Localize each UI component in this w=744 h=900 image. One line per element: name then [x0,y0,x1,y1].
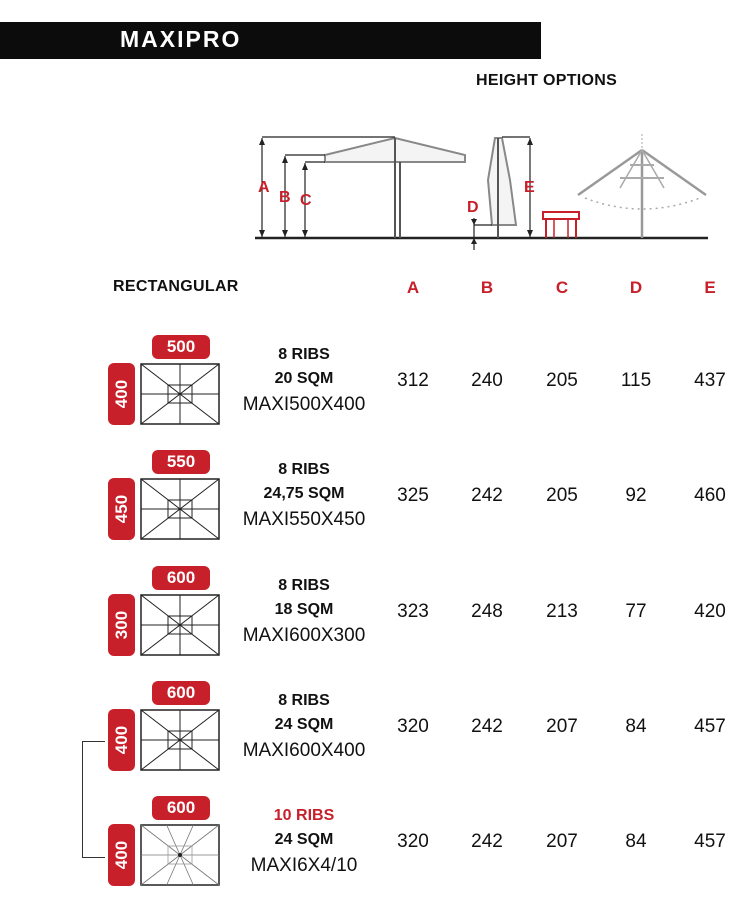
width-badge [152,566,210,590]
pair-bracket [82,741,105,858]
height-diagram [250,120,720,250]
cell-a: 320 [397,831,429,852]
table-row [0,796,744,896]
cell-b: 242 [471,485,503,506]
cell-b: 242 [471,716,503,737]
ribs-label: 8 RIBS [278,346,330,363]
cell-a: 325 [397,485,429,506]
cell-e: 420 [694,601,726,622]
model-code: MAXI600X400 [242,740,366,761]
cell-e: 460 [694,485,726,506]
ribs-label: 8 RIBS [278,692,330,709]
cell-a: 312 [397,370,429,391]
cell-b: 240 [471,370,503,391]
row-description [224,689,384,765]
diagram-label-a: A [258,179,270,196]
table-row [0,450,744,550]
width-value: 500 [166,337,196,356]
col-header-e: E [704,278,716,297]
row-description [224,343,384,419]
depth-badge [108,478,135,540]
depth-value: 400 [111,840,131,870]
width-badge [152,335,210,359]
ribs-label: 8 RIBS [278,577,330,594]
cell-e: 457 [694,716,726,737]
ribs-label: 10 RIBS [273,807,335,824]
row-description [224,458,384,534]
canopy-diagram [140,594,220,661]
cell-e: 437 [694,370,726,391]
cell-b: 248 [471,601,503,622]
diagram-label-e: E [524,179,535,196]
diagram-label-c: C [300,192,312,209]
table-row [0,681,744,781]
width-badge [152,450,210,474]
page-title: MAXIPRO [120,26,242,52]
col-header-b: B [480,278,494,297]
sqm-label: 24,75 SQM [263,485,345,502]
model-code: MAXI6X4/10 [250,855,358,876]
col-header-c: C [555,278,569,297]
width-value: 600 [166,683,196,702]
depth-value: 300 [111,610,131,640]
sqm-label: 24 SQM [274,831,334,848]
model-code: MAXI600X300 [242,625,366,646]
width-value: 600 [166,798,196,817]
sqm-label: 20 SQM [274,370,334,387]
canopy-diagram [140,824,220,891]
cell-b: 242 [471,831,503,852]
cell-d: 77 [625,601,647,622]
width-value: 600 [166,568,196,587]
cell-d: 115 [620,370,652,391]
depth-badge [108,824,135,886]
cell-e: 457 [694,831,726,852]
canopy-diagram [140,478,220,545]
cell-a: 320 [397,716,429,737]
diagram-label-b: B [279,189,291,206]
depth-value: 450 [111,494,131,524]
depth-badge [108,594,135,656]
col-header-a: A [406,278,420,297]
title-bar [0,22,541,59]
row-description [224,574,384,650]
row-description [224,804,384,880]
depth-badge [108,709,135,771]
width-badge [152,681,210,705]
section-label: RECTANGULAR [113,278,239,295]
depth-value: 400 [111,379,131,409]
width-value: 550 [166,452,196,471]
col-header-d: D [629,278,643,297]
canopy-diagram [140,363,220,430]
model-code: MAXI550X450 [242,509,366,530]
ribs-label: 8 RIBS [278,461,330,478]
cell-d: 92 [625,485,647,506]
cell-c: 205 [546,485,578,506]
depth-badge [108,363,135,425]
diagram-label-d: D [467,199,479,216]
height-options-title: HEIGHT OPTIONS [476,72,618,89]
table-row [0,566,744,666]
cell-a: 323 [397,601,429,622]
cell-c: 213 [546,601,578,622]
cell-c: 207 [546,831,578,852]
sqm-label: 18 SQM [274,601,334,618]
model-code: MAXI500X400 [242,394,366,415]
width-badge [152,796,210,820]
cell-c: 207 [546,716,578,737]
table-row [0,335,744,435]
cell-c: 205 [546,370,578,391]
depth-value: 400 [111,725,131,755]
sqm-label: 24 SQM [274,716,334,733]
cell-d: 84 [625,716,647,737]
cell-d: 84 [625,831,647,852]
canopy-diagram [140,709,220,776]
